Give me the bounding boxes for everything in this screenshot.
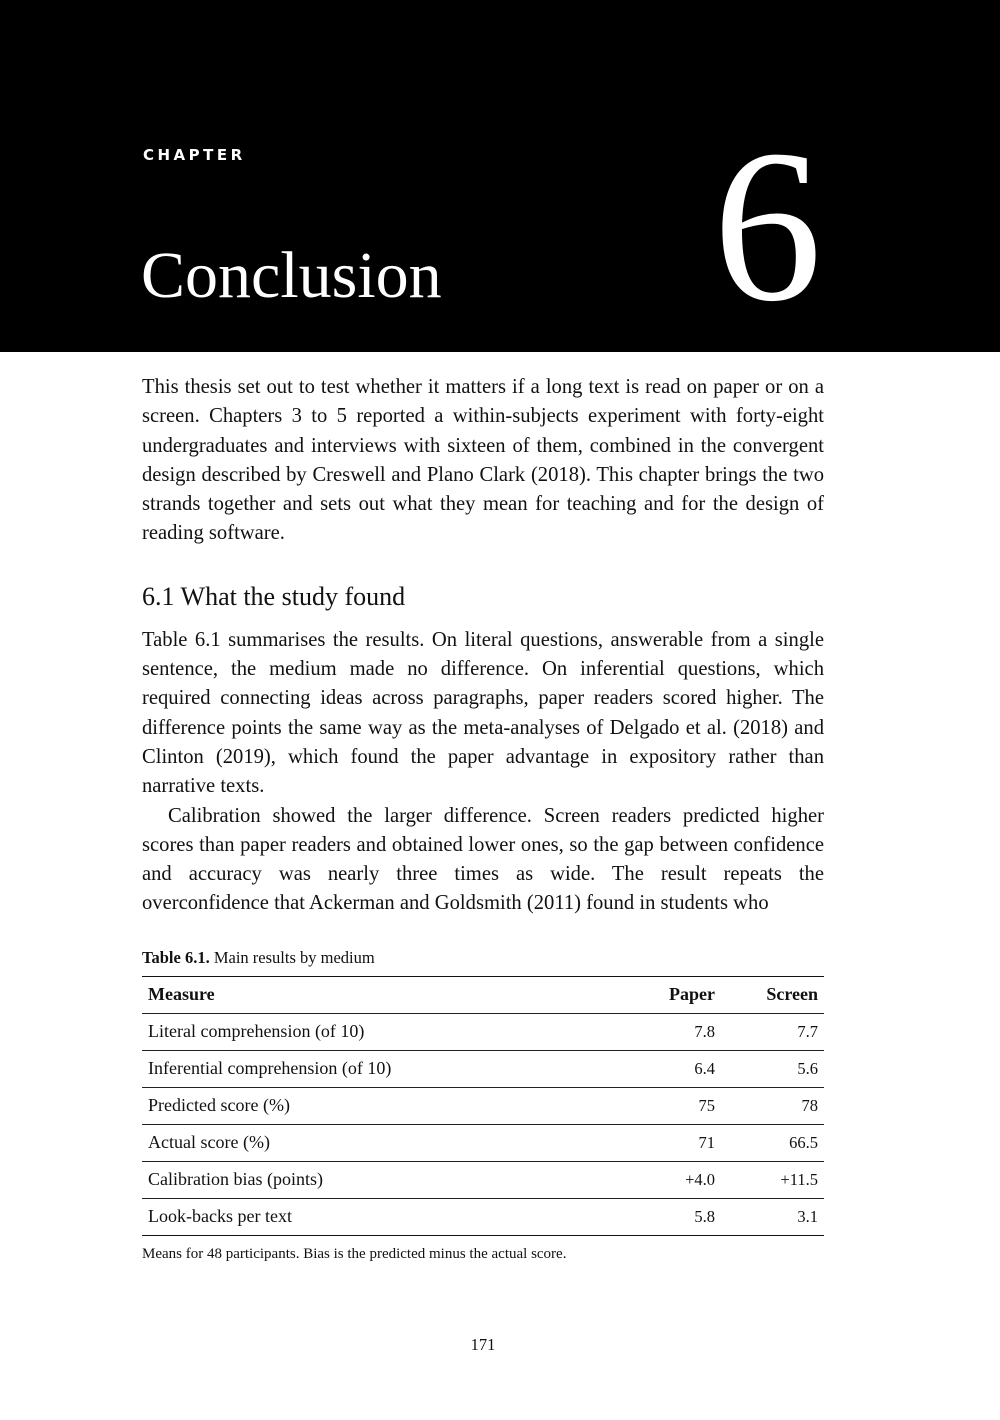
measure-cell: Actual score (%) xyxy=(142,1124,604,1161)
table-row xyxy=(142,1198,824,1235)
screen-cell: 5.6 xyxy=(721,1050,824,1087)
chapter-kicker: CHAPTER xyxy=(143,146,246,164)
header-screen: Screen xyxy=(721,976,824,1013)
body-paragraph: Table 6.1 summarises the results. On literal questions, answerable from a single sentence, the medium made no difference. On inferential questions, which required connecting ideas across paragraphs, paper readers scored higher. The difference points the same way as the meta-analyses of Delgado et al. (2018) and Clinton (2019), which found the paper advantage in expository rather than narrative texts. xyxy=(142,628,824,798)
body-paragraph: Calibration showed the larger difference. Screen readers predicted higher scores than paper readers and obtained lower ones, so the gap between confidence and accuracy was nearly three times as wide. The result repeats the overconfidence that Ackerman and Goldsmith (2011) found in students who xyxy=(142,804,824,915)
table-row xyxy=(142,1013,824,1050)
table-caption-label: Table 6.1. xyxy=(142,947,210,967)
section-heading: 6.1 What the study found xyxy=(142,581,406,611)
table-header-row xyxy=(142,976,824,1013)
header-paper: Paper xyxy=(604,976,721,1013)
table-row xyxy=(142,1050,824,1087)
chapter-banner xyxy=(0,0,1000,352)
table-note: Means for 48 participants. Bias is the predicted minus the actual score. xyxy=(142,1245,567,1262)
chapter-number: 6 xyxy=(713,106,822,347)
paper-cell: 6.4 xyxy=(604,1050,721,1087)
screen-cell: 78 xyxy=(721,1087,824,1124)
results-table-block xyxy=(142,947,824,1264)
table-caption xyxy=(142,947,824,969)
measure-cell: Predicted score (%) xyxy=(142,1087,604,1124)
screen-cell: 7.7 xyxy=(721,1013,824,1050)
table-row xyxy=(142,1161,824,1198)
intro-paragraph: This thesis set out to test whether it matters if a long text is read on paper or on a screen. Chapters 3 to 5 reported a within-subjects experiment with forty-eight undergraduates and interviews with sixteen of them, combined in the convergent design described by Creswell and Plano Clark (2018). This chapter brings the two strands together and sets out what they mean for teaching and for the design of reading software. xyxy=(142,376,824,545)
screen-cell: 66.5 xyxy=(721,1124,824,1161)
measure-cell: Literal comprehension (of 10) xyxy=(142,1013,604,1050)
paper-cell: +4.0 xyxy=(604,1161,721,1198)
screen-cell: 3.1 xyxy=(721,1198,824,1235)
measure-cell: Look-backs per text xyxy=(142,1198,604,1235)
table-row xyxy=(142,1124,824,1161)
paper-cell: 5.8 xyxy=(604,1198,721,1235)
paper-cell: 7.8 xyxy=(604,1013,721,1050)
chapter-title: Conclusion xyxy=(141,239,442,312)
measure-cell: Calibration bias (points) xyxy=(142,1161,604,1198)
measure-cell: Inferential comprehension (of 10) xyxy=(142,1050,604,1087)
paper-cell: 75 xyxy=(604,1087,721,1124)
header-measure: Measure xyxy=(142,976,604,1013)
table-caption-text: Main results by medium xyxy=(209,947,375,967)
screen-cell: +11.5 xyxy=(721,1161,824,1198)
results-table xyxy=(142,976,824,1236)
page-number: 171 xyxy=(470,1335,496,1354)
table-row xyxy=(142,1087,824,1124)
paper-cell: 71 xyxy=(604,1124,721,1161)
page-body xyxy=(142,373,824,1264)
